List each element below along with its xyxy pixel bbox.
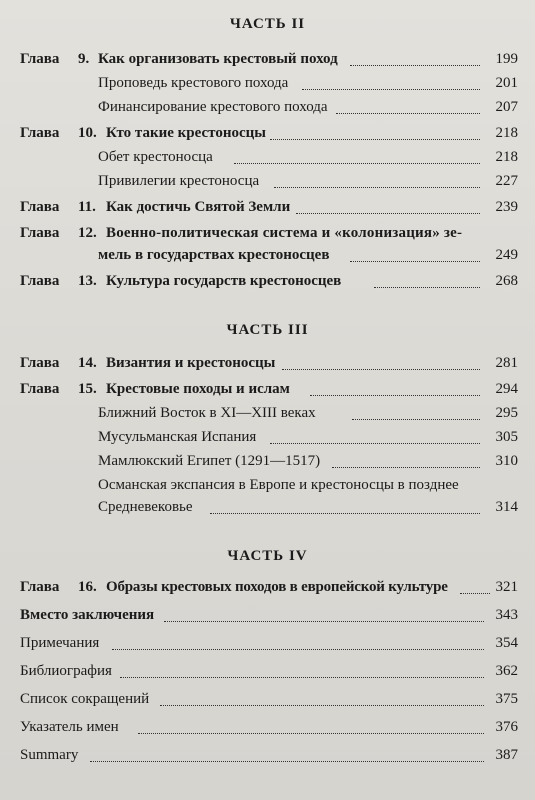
chapter-label: Глава <box>20 225 60 241</box>
toc-entry-chapter-14 <box>20 352 518 374</box>
entry-title: Примечания <box>20 635 100 651</box>
leader-dots <box>336 91 480 114</box>
page-number: 310 <box>495 453 518 469</box>
entry-title: Библиография <box>20 663 112 679</box>
page-number: 207 <box>495 99 518 115</box>
part-heading: ЧАСТЬ III <box>226 322 309 338</box>
toc-entry-abbreviations <box>20 688 518 710</box>
page-number: 387 <box>495 747 518 763</box>
chapter-label: Глава <box>20 273 60 289</box>
leader-dots <box>282 347 480 370</box>
leader-dots <box>210 491 480 514</box>
entry-title: Вместо заключения <box>20 607 155 623</box>
leader-dots <box>164 599 484 622</box>
subentry-title: Финансирование крестового похода <box>98 99 328 115</box>
part-heading: ЧАСТЬ II <box>229 16 306 32</box>
toc-entry-chapter-12-continued <box>20 244 518 266</box>
leader-dots <box>302 67 480 90</box>
page-number: 218 <box>495 125 518 141</box>
page-number: 249 <box>495 247 518 263</box>
toc-entry-notes <box>20 632 518 654</box>
chapter-title: Образы крестовых походов в европейской культуре <box>106 579 448 595</box>
page-number: 201 <box>495 75 518 91</box>
toc-subentry <box>20 496 518 518</box>
toc-subentry <box>20 96 518 118</box>
leader-dots <box>90 739 484 762</box>
chapter-title: Как организовать крестовый поход <box>98 51 338 67</box>
page-number: 281 <box>495 355 518 371</box>
leader-dots <box>352 397 480 420</box>
toc-entry-bibliography <box>20 660 518 682</box>
chapter-label: Глава <box>20 199 60 215</box>
chapter-number: 16. <box>78 579 97 595</box>
leader-dots <box>296 191 480 214</box>
page-number: 376 <box>495 719 518 735</box>
chapter-title: Византия и крестоносцы <box>106 355 276 371</box>
page-number: 218 <box>495 149 518 165</box>
entry-title: Список сокращений <box>20 691 150 707</box>
leader-dots <box>310 373 480 396</box>
entry-title: Summary <box>20 747 79 763</box>
toc-entry-index-of-names <box>20 716 518 738</box>
leader-dots <box>270 117 480 140</box>
subentry-title: Ближний Восток в XI—XIII веках <box>98 405 316 421</box>
chapter-number: 11. <box>78 199 96 215</box>
leader-dots <box>112 627 484 650</box>
leader-dots <box>274 165 480 188</box>
subentry-title: Проповедь крестового похода <box>98 75 289 91</box>
chapter-number: 14. <box>78 355 97 371</box>
page-number: 305 <box>495 429 518 445</box>
toc-entry-summary <box>20 744 518 766</box>
page-number: 343 <box>495 607 518 623</box>
chapter-title: Крестовые походы и ислам <box>106 381 290 397</box>
entry-title: Указатель имен <box>20 719 119 735</box>
subentry-title: Средневековье <box>98 499 193 515</box>
chapter-title: Кто такие крестоносцы <box>106 125 266 141</box>
leader-dots <box>270 421 480 444</box>
page-number: 294 <box>495 381 518 397</box>
chapter-number: 15. <box>78 381 97 397</box>
chapter-title: Как достичь Святой Земли <box>106 199 291 215</box>
chapter-number: 10. <box>78 125 97 141</box>
subentry-title: Османская экспансия в Европе и крестоносцы в позднее <box>98 477 459 493</box>
leader-dots <box>374 265 480 288</box>
page-number: 295 <box>495 405 518 421</box>
chapter-label: Глава <box>20 125 60 141</box>
toc-entry-chapter-16 <box>20 576 518 598</box>
toc-subentry <box>20 170 518 192</box>
chapter-number: 13. <box>78 273 97 289</box>
leader-dots <box>234 141 480 164</box>
page-number: 199 <box>495 51 518 67</box>
page-number: 314 <box>495 499 518 515</box>
chapter-label: Глава <box>20 355 60 371</box>
leader-dots <box>350 43 480 66</box>
chapter-title-line-1: Военно-политическая система и «колонизация» зе- <box>106 225 463 241</box>
leader-dots <box>138 711 484 734</box>
chapter-title-line-2: мель в государствах крестоносцев <box>98 247 330 263</box>
leader-dots <box>120 655 484 678</box>
leader-dots <box>160 683 484 706</box>
part-heading: ЧАСТЬ IV <box>227 548 308 564</box>
subentry-title: Мусульманская Испания <box>98 429 257 445</box>
page-number: 362 <box>495 663 518 679</box>
subentry-title: Обет крестоносца <box>98 149 213 165</box>
leader-dots <box>350 239 480 262</box>
page-number: 375 <box>495 691 518 707</box>
leader-dots <box>460 571 490 594</box>
chapter-label: Глава <box>20 579 60 595</box>
chapter-label: Глава <box>20 51 60 67</box>
chapter-title: Культура государств крестоносцев <box>106 273 342 289</box>
page-number: 227 <box>495 173 518 189</box>
toc-entry-conclusion <box>20 604 518 626</box>
toc-entry-chapter-11 <box>20 196 518 218</box>
leader-dots <box>332 445 480 468</box>
page-number: 321 <box>495 579 518 595</box>
chapter-label: Глава <box>20 381 60 397</box>
page-number: 354 <box>495 635 518 651</box>
chapter-number: 9. <box>78 51 90 67</box>
subentry-title: Мамлюкский Египет (1291—1517) <box>98 453 321 469</box>
chapter-number: 12. <box>78 225 97 241</box>
subentry-title: Привилегии крестоносца <box>98 173 260 189</box>
page-number: 239 <box>495 199 518 215</box>
page-number: 268 <box>495 273 518 289</box>
toc-entry-chapter-13 <box>20 270 518 292</box>
toc-subentry <box>20 450 518 472</box>
